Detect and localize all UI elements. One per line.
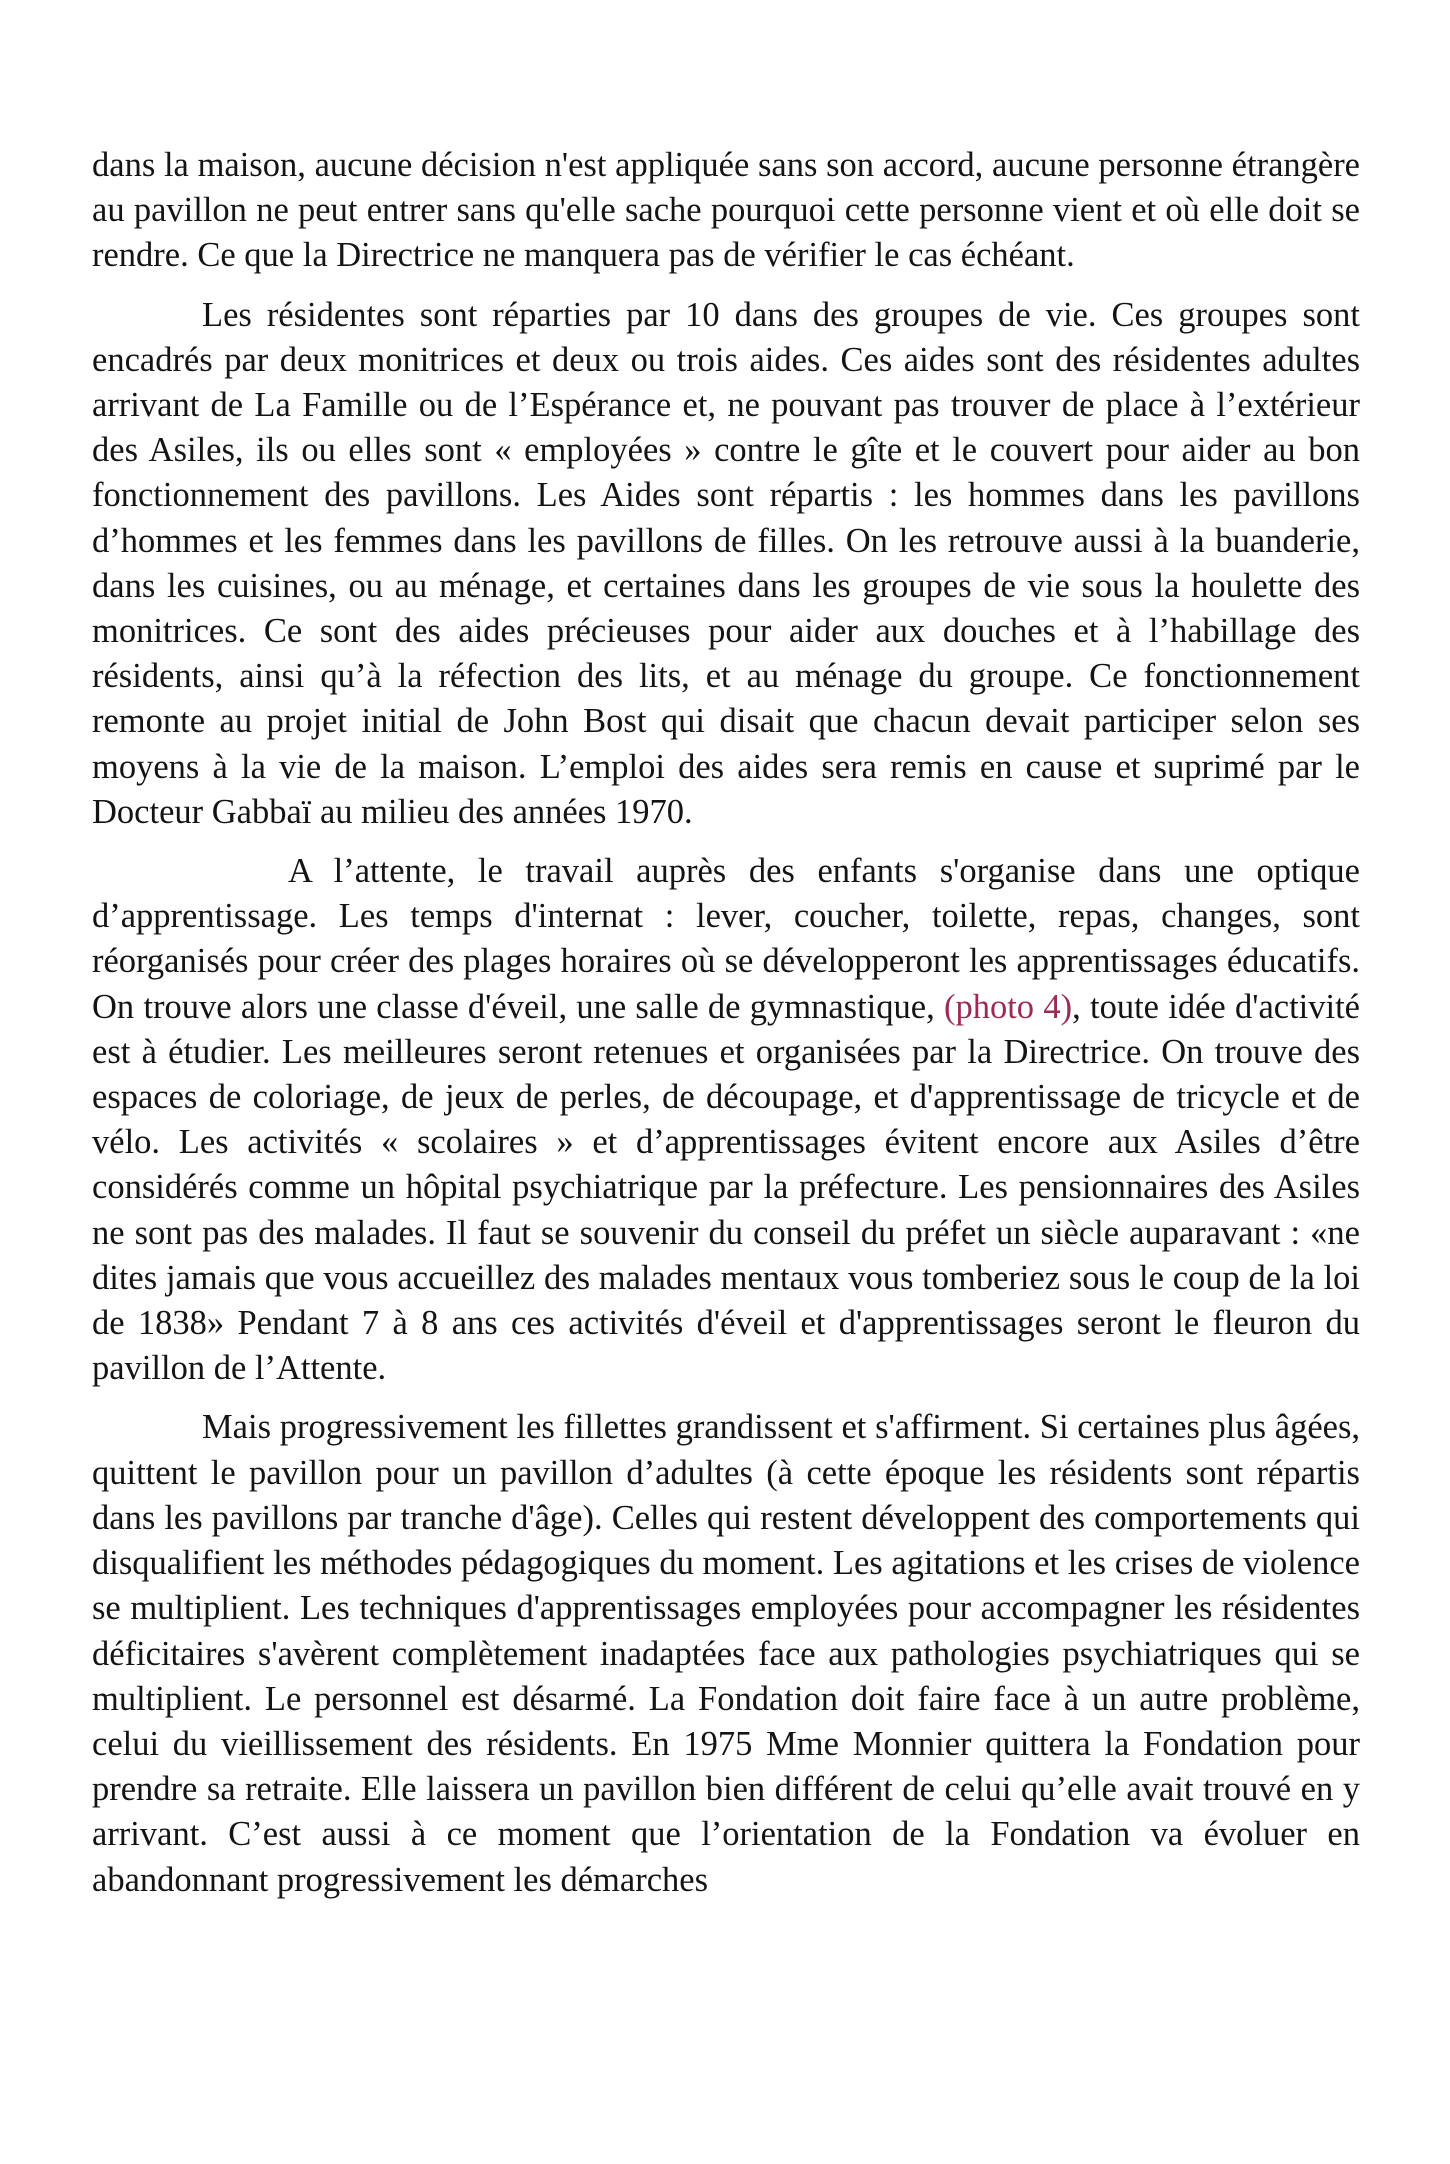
paragraph-1: dans la maison, aucune décision n'est appliquée sans son accord, aucune personne étrangère au pavillon ne peut entrer sans qu'elle sache pourquoi cette personne vient et où elle doit se rendre. Ce que la Directrice ne manquera pas de vérifier le cas échéant. — [92, 146, 1360, 275]
photo-reference-link[interactable]: (photo 4) — [943, 987, 1073, 1026]
paragraph-3-text-after: , toute idée d'activité est à étudier. Les meilleures seront retenues et organisées par la Directrice. On trouve des espaces de coloriage, de jeux de perles, de découpage, et d'apprentissage de tricycle et de vélo. Les activités « scolaires » et d’apprentissages évitent encore aux Asiles d’être considérés comme un hôpital psychiatrique par la préfecture. Les pensionnaires des Asiles ne sont pas des malades. Il faut se souvenir du conseil du préfet un siècle auparavant : «ne dites jamais que vous accueillez des malades mentaux vous tomberiez sous le coup de la loi de 1838» Pendant 7 à 8 ans ces activités d'éveil et d'apprentissages seront le fleuron du pavillon de l’Attente. — [92, 987, 1360, 1388]
paragraph-3 — [92, 849, 1360, 1391]
paragraph-3-text-before: A l’attente, le travail auprès des enfants s'organise dans une optique d’apprentissage. Les temps d'internat : lever, coucher, toilette, repas, changes, sont réorganisés pour créer des plages horaires où se développeront les apprentissages éducatifs. On trouve alors une classe d'éveil, une salle de gymnastique, — [92, 852, 1360, 1026]
paragraph-4: Mais progressivement les fillettes grandissent et s'affirment. Si certaines plus âgées, quittent le pavillon pour un pavillon d’adultes (à cette époque les résidents sont répartis dans les pavillons par tranche d'âge). Celles qui restent développent des comportements qui disqualifient les méthodes pédagogiques du moment. Les agitations et les crises de violence se multiplient. Les techniques d'apprentissages employées pour accompagner les résidentes déficitaires s'avèrent complètement inadaptées face aux pathologies psychiatriques qui se multiplient. Le personnel est désarmé. La Fondation doit faire face à un autre problème, celui du vieillissement des résidents. En 1975 Mme Monnier quittera la Fondation pour prendre sa retraite. Elle laissera un pavillon bien différent de celui qu’elle avait trouvé en y arrivant. C’est aussi à ce moment que l’orientation de la Fondation va évoluer en abandonnant progressivement les démarches — [92, 1408, 1360, 1899]
paragraph-2: Les résidentes sont réparties par 10 dans des groupes de vie. Ces groupes sont encadrés par deux monitrices et deux ou trois aides. Ces aides sont des résidentes adultes arrivant de La Famille ou de l’Espérance et, ne pouvant pas trouver de place à l’extérieur des Asiles, ils ou elles sont « employées » contre le gîte et le couvert pour aider au bon fonctionnement des pavillons. Les Aides sont répartis : les hommes dans les pavillons d’hommes et les femmes dans les pavillons de filles. On les retrouve aussi à la buanderie, dans les cuisines, ou au ménage, et certaines dans les groupes de vie sous la houlette des monitrices. Ce sont des aides précieuses pour aider aux douches et à l’habillage des résidents, ainsi qu’à la réfection des lits, et au ménage du groupe. Ce fonctionnement remonte au projet initial de John Bost qui disait que chacun devait participer selon ses moyens à la vie de la maison. L’emploi des aides sera remis en cause et suprimé par le Docteur Gabbaï au milieu des années 1970. — [92, 295, 1360, 831]
body-text — [92, 143, 1360, 1917]
